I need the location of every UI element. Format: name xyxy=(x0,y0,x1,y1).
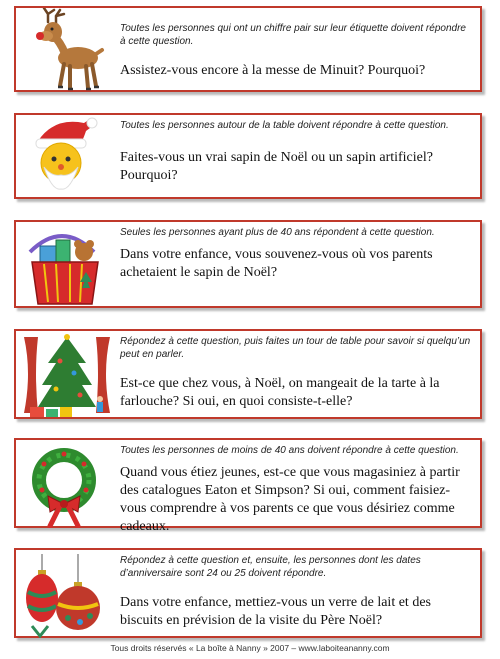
card-instruction: Seules les personnes ayant plus de 40 ans répondent à cette question. xyxy=(120,227,435,238)
question-card-1 xyxy=(14,6,482,92)
question-card-2 xyxy=(14,113,482,199)
question-card-3 xyxy=(14,220,482,308)
card-instruction: Toutes les personnes autour de la table doivent répondre à cette question. xyxy=(120,120,449,131)
card-instruction: Répondez à cette question, puis faites un tour de table pour savoir si quelqu’un peut en parler. xyxy=(120,336,471,360)
card-question: Quand vous étiez jeunes, est-ce que vous magasiniez à partir des catalogues Eaton et Simpson? Si oui, comment faisiez-vous comprendre à vos parents ce que vous désiriez comme cadeaux. xyxy=(120,465,460,534)
wreath-icon xyxy=(22,442,108,528)
question-card-5 xyxy=(14,438,482,534)
christmas-tree-icon xyxy=(24,333,110,419)
card-question: Assistez-vous encore à la messe de Minuit? Pourquoi? xyxy=(120,63,426,78)
card-question: Faites-vous un vrai sapin de Noël ou un sapin artificiel? Pourquoi? xyxy=(120,150,433,183)
card-instruction: Répondez à cette question et, ensuite, les personnes dont les dates d’anniversaire sont 24 ou 25 doivent répondre. xyxy=(120,555,421,579)
ornaments-icon xyxy=(22,552,108,638)
santa-smiley-icon xyxy=(24,115,104,197)
card-question: Dans votre enfance, mettiez-vous un verre de lait et des biscuits en prévision de la visite du Père Noël? xyxy=(120,595,431,628)
question-card-6 xyxy=(14,548,482,638)
card-instruction: Toutes les personnes qui ont un chiffre pair sur leur étiquette doivent répondre à cette question. xyxy=(120,23,466,47)
question-card-4 xyxy=(14,329,482,419)
reindeer-icon xyxy=(26,8,106,92)
card-instruction: Toutes les personnes de moins de 40 ans doivent répondre à cette question. xyxy=(120,445,459,456)
card-question: Est-ce que chez vous, à Noël, on mangeait de la tarte à la farlouche? Si oui, en quoi consiste-t-elle? xyxy=(120,376,440,409)
copyright-footer: Tous droits réservés « La boîte à Nanny » 2007 – www.laboiteananny.com xyxy=(110,643,390,653)
gift-basket-icon xyxy=(22,224,108,308)
card-question: Dans votre enfance, vous souvenez-vous où vos parents achetaient le sapin de Noël? xyxy=(120,247,433,280)
